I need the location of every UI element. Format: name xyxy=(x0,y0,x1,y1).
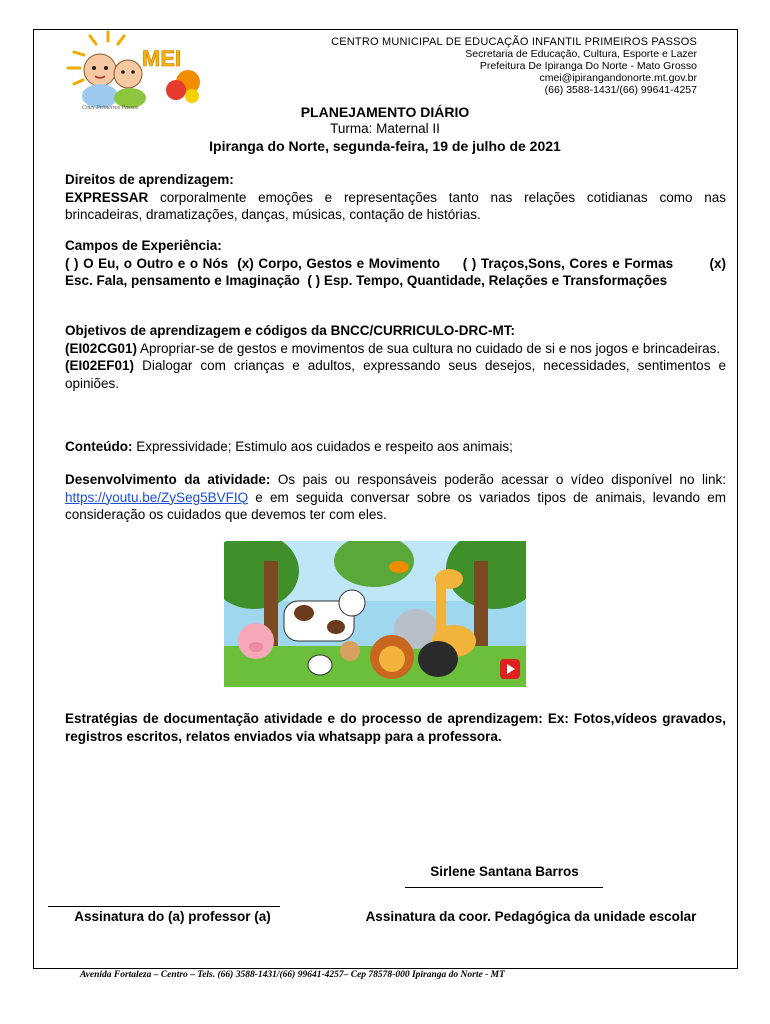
footer-address: Avenida Fortaleza – Centro – Tels. (66) 3588-1431/(66) 99641-4257– Cep 78578-000 Ipiranga do Norte - MT xyxy=(80,970,505,980)
cmei-logo xyxy=(60,30,210,110)
objetivo-text: Dialogar com crianças e adultos, expressando seus desejos, necessidades, sentimentos e opiniões. xyxy=(65,358,726,391)
direitos-section xyxy=(65,171,726,224)
document-title: PLANEJAMENTO DIÁRIO xyxy=(300,104,470,120)
coordinator-signature-line xyxy=(405,887,603,888)
org-name: CENTRO MUNICIPAL DE EDUCAÇÃO INFANTIL PRIMEIROS PASSOS xyxy=(331,36,697,48)
professor-signature-label: Assinatura do (a) professor (a) xyxy=(74,909,271,924)
phone-line: (66) 3588-1431/(66) 99641-4257 xyxy=(544,84,697,96)
professor-signature-line xyxy=(48,906,280,907)
objetivo-item xyxy=(65,340,726,358)
desenvolvimento-section xyxy=(65,471,726,524)
objetivos-section xyxy=(65,322,726,392)
direitos-keyword: EXPRESSAR xyxy=(65,189,149,205)
prefeitura-line: Prefeitura De Ipiranga Do Norte - Mato Grosso xyxy=(479,60,697,72)
coordinator-name: Sirlene Santana Barros xyxy=(430,864,579,879)
objetivos-heading: Objetivos de aprendizagem e códigos da BNCC/CURRICULO-DRC-MT: xyxy=(65,323,516,338)
title-block xyxy=(0,104,770,155)
direitos-text: corporalmente emoções e representações tanto nas relações cotidianas como nas brincadeiras, dramatizações, danças, músicas, contação de histórias. xyxy=(65,189,726,222)
logo-text: MEI xyxy=(142,46,182,71)
date-line: Ipiranga do Norte, segunda-feira, 19 de julho de 2021 xyxy=(209,138,561,154)
conteudo-label: Conteúdo: xyxy=(65,439,133,454)
animals-illustration xyxy=(224,541,526,687)
desenvolvimento-label: Desenvolvimento da atividade: xyxy=(65,472,271,487)
email-line: cmei@ipirangandonorte.mt.gov.br xyxy=(539,72,697,84)
svg-text:Cmei Primeiros Passos: Cmei Primeiros Passos xyxy=(82,105,139,110)
coordinator-signature-label: Assinatura da coor. Pedagógica da unidade escolar xyxy=(365,909,697,924)
turma-line: Turma: Maternal II xyxy=(330,121,440,136)
objetivo-item xyxy=(65,357,726,392)
estrategias-section: Estratégias de documentação atividade e do processo de aprendizagem: Ex: Fotos,vídeos gravados, registros escritos, relatos enviados via whatsapp para a professora. xyxy=(65,711,726,744)
objetivo-text: Apropriar-se de gestos e movimentos de sua cultura no cuidado de si e nos jogos e brincadeiras. xyxy=(137,340,721,356)
video-link[interactable]: https://youtu.be/ZySeg5BVFIQ xyxy=(65,489,249,505)
objetivo-code: (EI02EF01) xyxy=(65,358,135,373)
header-info xyxy=(331,36,697,96)
secretaria-line: Secretaria de Educação, Cultura, Esporte e Lazer xyxy=(465,48,697,60)
direitos-heading: Direitos de aprendizagem: xyxy=(65,172,234,187)
campos-section xyxy=(65,237,730,290)
desenvolvimento-text-after: e em seguida conversar sobre os variados tipos de animais, levando em consideração os cuidados que devemos ter com eles. xyxy=(65,489,726,522)
campos-options: ( ) O Eu, o Outro e o Nós (x) Corpo, Gestos e Movimento ( ) Traços,Sons, Cores e Formas (x) Esc. Fala, pensamento e Imaginação ( ) Esp. Tempo, Quantidade, Relações e Transformações xyxy=(65,255,730,288)
objetivo-code: (EI02CG01) xyxy=(65,340,138,356)
conteudo-section xyxy=(65,438,726,456)
conteudo-text: Expressividade; Estimulo aos cuidados e respeito aos animais; xyxy=(132,439,513,454)
direitos-body xyxy=(65,189,726,224)
desenvolvimento-text: Os pais ou responsáveis poderão acessar o vídeo disponível no link: xyxy=(270,472,726,487)
campos-heading: Campos de Experiência: xyxy=(65,238,222,253)
